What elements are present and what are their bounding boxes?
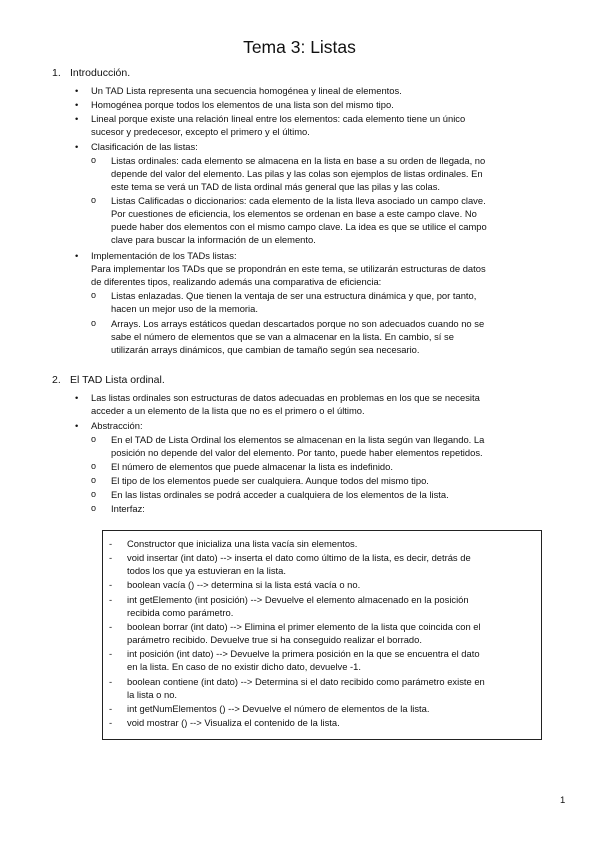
dash-marker: - — [109, 538, 113, 549]
sub-bullet-line: posición no depende del valor del elemento. Por tanto, puede haber elementos repetidos. — [111, 447, 483, 458]
interface-item: parámetro recibido. Devuelve true si ha conseguido realizar el borrado. — [127, 634, 422, 645]
dash-marker: - — [109, 648, 113, 659]
interface-item: int getNumElementos () --> Devuelve el número de elementos de la lista. — [127, 703, 430, 714]
interface-item: en la lista. En caso de no existir dicho dato, devuelve -1. — [127, 661, 361, 672]
sub-bullet-marker: o — [91, 290, 97, 300]
interface-item: todos los que ya estuvieran en la lista. — [127, 565, 286, 576]
sub-bullet-line: hacen un mejor uso de la memoria. — [111, 303, 258, 314]
section-heading-1: 1. Introducción. — [52, 67, 131, 79]
sub-bullet-line: En las listas ordinales se podrá acceder a cualquiera de los elementos de la lista. — [111, 489, 449, 500]
bullet-line: Las listas ordinales son estructuras de datos adecuadas en problemas en los que se necesita — [91, 392, 480, 403]
sub-bullet-line: El tipo de los elementos puede ser cualquiera. Aunque todos del mismo tipo. — [111, 475, 429, 486]
sub-bullet-line: puede haber dos elementos con el mismo campo clave. La idea es que se utilice el campo — [111, 221, 487, 232]
document-title: Tema 3: Listas — [243, 37, 356, 57]
sub-bullet-line: El número de elementos que puede almacenar la lista es indefinido. — [111, 461, 393, 472]
sub-bullet-marker: o — [91, 461, 97, 471]
sub-bullet-line: Listas enlazadas. Que tienen la ventaja de ser una estructura dinámica y que, por tanto, — [111, 290, 477, 301]
dash-marker: - — [109, 552, 113, 563]
bullet-marker: • — [75, 420, 79, 431]
sub-bullet-marker: o — [91, 503, 97, 513]
interface-item: boolean vacía () --> determina si la lista está vacía o no. — [127, 579, 361, 590]
section-heading-2: 2. El TAD Lista ordinal. — [52, 374, 165, 386]
page-number: 1 — [560, 795, 566, 806]
bullet-marker: • — [75, 250, 79, 261]
bullet-line: Lineal porque existe una relación lineal entre los elementos: cada elemento tiene un único — [91, 113, 466, 124]
sub-bullet-line: Listas ordinales: cada elemento se almacena en la lista en base a su orden de llegada, no — [111, 155, 486, 166]
interface-item: void mostrar () --> Visualiza el contenido de la lista. — [127, 717, 340, 728]
bullet-line: Abstracción: — [91, 420, 143, 431]
sub-bullet-line: Interfaz: — [111, 503, 145, 514]
bullet-line: Implementación de los TADs listas: — [91, 250, 237, 261]
bullet-line: Clasificación de las listas: — [91, 141, 198, 152]
bullet-line: Un TAD Lista representa una secuencia homogénea y lineal de elementos. — [91, 85, 402, 96]
interface-item: boolean borrar (int dato) --> Elimina el primer elemento de la lista que coincida con el — [127, 621, 481, 632]
sub-bullet-marker: o — [91, 434, 97, 444]
interface-item: la lista o no. — [127, 689, 178, 700]
sub-bullet-line: Arrays. Los arrays estáticos quedan descartados porque no son adecuados cuando no se — [111, 318, 485, 329]
sub-bullet-line: Listas Calificadas o diccionarios: cada elemento de la lista lleva asociado un campo clave. — [111, 195, 486, 206]
sub-bullet-line: depende del valor del elemento. Las pilas y las colas son ejemplos de listas ordinales. En — [111, 168, 483, 179]
dash-marker: - — [109, 621, 113, 632]
interface-item: recibida como parámetro. — [127, 607, 234, 618]
bullet-marker: • — [75, 99, 79, 110]
bullet-marker: • — [75, 141, 79, 152]
sub-bullet-line: Por cuestiones de eficiencia, los elementos se ordenan en base a este campo clave. No — [111, 208, 477, 219]
sub-bullet-line: sabe el número de elementos que se van a almacenar en la lista. En cambio, sí se — [111, 331, 454, 342]
interface-item: Constructor que inicializa una lista vacía sin elementos. — [127, 538, 358, 549]
dash-marker: - — [109, 594, 113, 605]
bullet-line: Para implementar los TADs que se propondrán en este tema, se utilizarán estructuras de datos — [91, 263, 486, 274]
bullet-line: de diferentes tipos, realizando además una comparativa de eficiencia: — [91, 276, 382, 287]
interface-item: boolean contiene (int dato) --> Determina si el dato recibido como parámetro existe en — [127, 676, 485, 687]
sub-bullet-line: clave para buscar la información de un elemento. — [111, 234, 316, 245]
sub-bullet-line: En el TAD de Lista Ordinal los elementos se almacenan en la lista según van llegando. La — [111, 434, 485, 445]
bullet-marker: • — [75, 85, 79, 96]
interface-item: void insertar (int dato) --> inserta el dato como último de la lista, es decir, detrás de — [127, 552, 471, 563]
dash-marker: - — [109, 676, 113, 687]
bullet-line: acceder a un elemento de la lista que no es el primero o el último. — [91, 405, 365, 416]
bullet-marker: • — [75, 392, 79, 403]
sub-bullet-marker: o — [91, 155, 97, 165]
bullet-line: sucesor y predecesor, excepto el primero y el último. — [91, 126, 310, 137]
interface-item: int getElemento (int posición) --> Devuelve el elemento almacenado en la posición — [127, 594, 469, 605]
sub-bullet-marker: o — [91, 195, 97, 205]
dash-marker: - — [109, 579, 113, 590]
interface-item: int posición (int dato) --> Devuelve la primera posición en la que se encuentra el dato — [127, 648, 480, 659]
sub-bullet-line: utilizarán arrays dinámicos, que cambian de tamaño según sea necesario. — [111, 344, 420, 355]
sub-bullet-line: este tema se verá un TAD de lista ordinal más general que las pilas y las colas. — [111, 181, 440, 192]
bullet-line: Homogénea porque todos los elementos de una lista son del mismo tipo. — [91, 99, 394, 110]
sub-bullet-marker: o — [91, 318, 97, 328]
dash-marker: - — [109, 717, 113, 728]
bullet-marker: • — [75, 113, 79, 124]
dash-marker: - — [109, 703, 113, 714]
sub-bullet-marker: o — [91, 475, 97, 485]
sub-bullet-marker: o — [91, 489, 97, 499]
